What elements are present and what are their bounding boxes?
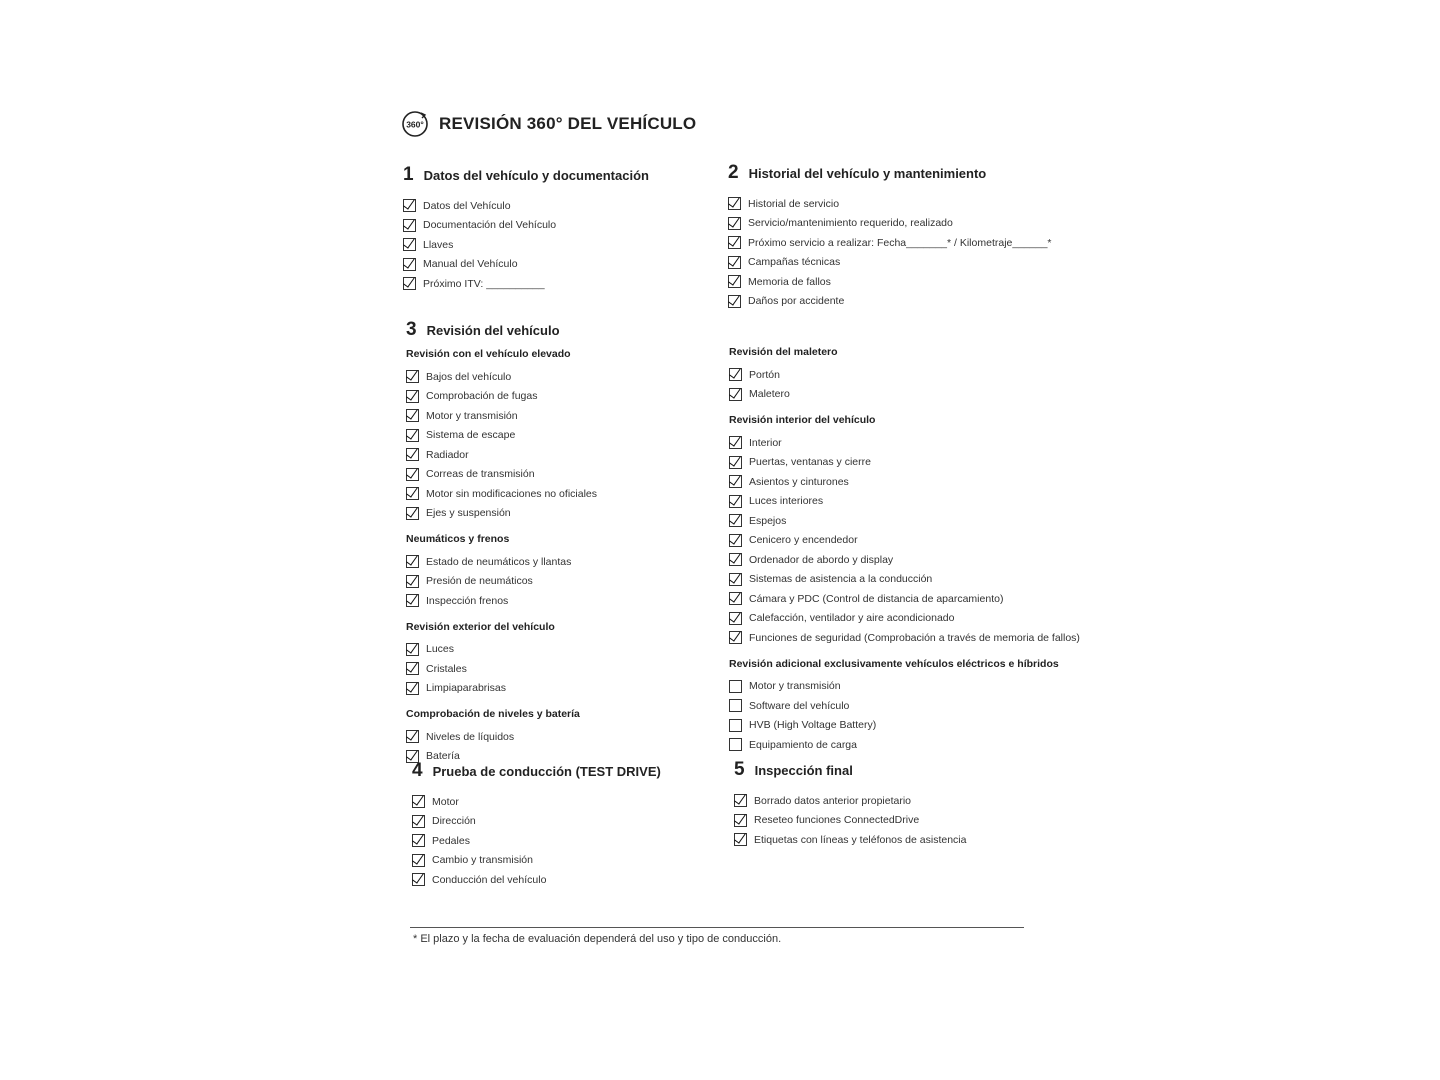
checklist-item[interactable]	[406, 552, 597, 572]
section-title: Datos del vehículo y documentación	[423, 168, 649, 183]
checklist-item-label: Ejes y suspensión	[426, 507, 511, 520]
checklist-item-label: Cenicero y encendedor	[749, 534, 858, 547]
checklist-item-label: Comprobación de fugas	[426, 390, 538, 403]
checklist-item[interactable]	[412, 851, 661, 871]
checklist-item[interactable]	[729, 716, 1080, 736]
checklist-item-label: Próximo servicio a realizar: Fecha_______* / Kilometraje______*	[748, 236, 1052, 249]
checklist-item[interactable]	[729, 628, 1080, 648]
section-test-drive	[412, 760, 661, 890]
checked-checkbox[interactable]	[406, 370, 419, 383]
checklist-item[interactable]	[729, 735, 1080, 755]
checklist-item-label: Borrado datos anterior propietario	[754, 794, 912, 807]
subsection-title: Revisión con el vehículo elevado	[406, 348, 571, 360]
checklist-item[interactable]	[406, 727, 597, 747]
checklist-item-label: Calefacción, ventilador y aire acondicionado	[749, 612, 955, 625]
checklist-item[interactable]	[728, 233, 1052, 253]
unchecked-checkbox[interactable]	[729, 738, 742, 751]
section-final-inspection	[734, 759, 966, 850]
checked-checkbox[interactable]	[406, 468, 419, 481]
checklist-item-label: Sistema de escape	[426, 429, 516, 442]
checked-checkbox[interactable]	[734, 794, 747, 807]
checklist-item-label: Interior	[749, 436, 782, 449]
checked-checkbox[interactable]	[728, 217, 741, 230]
checklist-item[interactable]	[412, 870, 661, 890]
checklist-item[interactable]	[406, 659, 597, 679]
checklist-item[interactable]	[729, 453, 1080, 473]
section-number: 1	[403, 164, 414, 185]
checklist-item[interactable]	[406, 484, 597, 504]
checked-checkbox[interactable]	[412, 795, 425, 808]
checklist-item[interactable]	[729, 677, 1080, 697]
checked-checkbox[interactable]	[728, 275, 741, 288]
checklist-item-label: Documentación del Vehículo	[423, 219, 557, 232]
checklist-item-label: Portón	[749, 368, 780, 381]
checked-checkbox[interactable]	[406, 643, 419, 656]
checklist-item[interactable]	[729, 696, 1080, 716]
section-number: 2	[728, 162, 739, 183]
checklist-item[interactable]	[729, 433, 1080, 453]
checklist-item-label: Equipamiento de carga	[749, 738, 857, 751]
checklist-item[interactable]	[406, 640, 597, 660]
checklist-item-label: Reseteo funciones ConnectedDrive	[754, 814, 920, 827]
checked-checkbox[interactable]	[728, 236, 741, 249]
checked-checkbox[interactable]	[406, 429, 419, 442]
subsection-title: Comprobación de niveles y batería	[406, 708, 580, 720]
checklist-item[interactable]	[729, 492, 1080, 512]
unchecked-checkbox[interactable]	[729, 719, 742, 732]
checklist-item[interactable]	[403, 235, 649, 255]
checklist-item-label: Motor y transmisión	[426, 409, 518, 422]
checked-checkbox[interactable]	[406, 487, 419, 500]
checked-checkbox[interactable]	[406, 662, 419, 675]
subsection-title: Revisión exterior del vehículo	[406, 620, 555, 633]
section-number: 5	[734, 759, 745, 780]
checklist-item[interactable]	[729, 589, 1080, 609]
checked-checkbox[interactable]	[734, 833, 747, 846]
section-number: 4	[412, 760, 423, 781]
checklist-item-label: Llaves	[423, 238, 454, 251]
checked-checkbox[interactable]	[729, 592, 742, 605]
section-vehicle-review-right	[729, 345, 1080, 755]
subsection-title: Neumáticos y frenos	[406, 533, 510, 545]
checked-checkbox[interactable]	[403, 199, 416, 212]
checklist-item[interactable]	[412, 792, 661, 812]
section-history-maintenance	[728, 162, 1052, 311]
checked-checkbox[interactable]	[728, 256, 741, 269]
checklist-item-label: Dirección	[432, 815, 476, 828]
checklist-item[interactable]	[406, 679, 597, 699]
document-header	[401, 110, 696, 138]
checklist-item-label: Espejos	[749, 514, 787, 527]
checklist-item-label: Conducción del vehículo	[432, 873, 547, 886]
checklist-item-label: Correas de transmisión	[426, 468, 535, 481]
checked-checkbox[interactable]	[729, 534, 742, 547]
checklist-item-label: Inspección frenos	[426, 594, 509, 607]
checked-checkbox[interactable]	[412, 834, 425, 847]
checklist-item[interactable]	[406, 426, 597, 446]
checklist-item[interactable]	[406, 591, 597, 611]
checklist-item[interactable]	[728, 214, 1052, 234]
section-vehicle-review	[406, 319, 597, 766]
checklist-item-label: Etiquetas con líneas y teléfonos de asistencia	[754, 833, 967, 846]
checklist-item-label: Presión de neumáticos	[426, 575, 533, 588]
checklist-item-label: Luces interiores	[749, 495, 824, 508]
checklist-item-label: Campañas técnicas	[748, 256, 841, 269]
checklist-item-label: Estado de neumáticos y llantas	[426, 555, 572, 568]
checked-checkbox[interactable]	[406, 730, 419, 743]
checked-checkbox[interactable]	[412, 854, 425, 867]
section-title: Prueba de conducción (TEST DRIVE)	[432, 764, 661, 779]
checklist-item[interactable]	[406, 445, 597, 465]
checklist-item[interactable]	[406, 406, 597, 426]
checked-checkbox[interactable]	[406, 409, 419, 422]
checklist-item-label: Memoria de fallos	[748, 275, 831, 288]
unchecked-checkbox[interactable]	[729, 680, 742, 693]
checklist-item-label: Motor y transmisión	[749, 680, 841, 693]
checked-checkbox[interactable]	[729, 612, 742, 625]
checklist-item-label: Servicio/mantenimiento requerido, realizado	[748, 217, 953, 230]
footnote-divider	[410, 927, 1024, 928]
subsection-title: Revisión del maletero	[729, 346, 838, 358]
checked-checkbox[interactable]	[403, 258, 416, 271]
checklist-item-label: Daños por accidente	[748, 295, 845, 308]
checklist-item-label: Limpiaparabrisas	[426, 682, 506, 695]
checklist-item[interactable]	[734, 830, 966, 850]
checklist-item[interactable]	[412, 831, 661, 851]
checklist-item-label: Funciones de seguridad (Comprobación a través de memoria de fallos)	[749, 631, 1080, 644]
checklist-item[interactable]	[403, 274, 649, 294]
checklist-item-label: Cambio y transmisión	[432, 854, 533, 867]
checked-checkbox[interactable]	[406, 555, 419, 568]
checked-checkbox[interactable]	[406, 682, 419, 695]
checked-checkbox[interactable]	[728, 295, 741, 308]
checklist-item[interactable]	[729, 365, 1080, 385]
checklist-item-label: Radiador	[426, 448, 469, 461]
checked-checkbox[interactable]	[729, 436, 742, 449]
checklist-item[interactable]	[403, 196, 649, 216]
checklist-item-label: Pedales	[432, 834, 470, 847]
checked-checkbox[interactable]	[729, 495, 742, 508]
subsection-title: Revisión interior del vehículo	[729, 414, 876, 426]
checked-checkbox[interactable]	[729, 553, 742, 566]
checklist-item[interactable]	[729, 570, 1080, 590]
checklist-item-label: Cristales	[426, 662, 467, 675]
checklist-item[interactable]	[403, 216, 649, 236]
unchecked-checkbox[interactable]	[729, 699, 742, 712]
checked-checkbox[interactable]	[729, 573, 742, 586]
checklist-item[interactable]	[729, 472, 1080, 492]
checked-checkbox[interactable]	[729, 631, 742, 644]
checklist-item-label: Luces	[426, 643, 455, 656]
checked-checkbox[interactable]	[729, 368, 742, 381]
checklist-item-label: Batería	[426, 750, 460, 763]
checklist-item[interactable]	[406, 367, 597, 387]
checklist-item[interactable]	[728, 194, 1052, 214]
checklist-item[interactable]	[729, 511, 1080, 531]
checked-checkbox[interactable]	[729, 514, 742, 527]
checked-checkbox[interactable]	[403, 219, 416, 232]
svg-text:360°: 360°	[406, 119, 424, 130]
checklist-item[interactable]	[728, 253, 1052, 273]
checklist-item-label: Próximo ITV: __________	[423, 277, 545, 290]
checklist-item-label: Motor sin modificaciones no oficiales	[426, 487, 597, 500]
checklist-item-label: Software del vehículo	[749, 699, 850, 712]
checklist-item-label: Bajos del vehículo	[426, 370, 512, 383]
checklist-item-label: Manual del Vehículo	[423, 258, 518, 271]
checklist-item-label: HVB (High Voltage Battery)	[749, 719, 877, 732]
checklist-item[interactable]	[728, 292, 1052, 312]
checked-checkbox[interactable]	[406, 575, 419, 588]
section-title: Historial del vehículo y mantenimiento	[748, 166, 987, 181]
section-number: 3	[406, 319, 417, 340]
checked-checkbox[interactable]	[412, 873, 425, 886]
checklist-item-label: Datos del Vehículo	[423, 199, 511, 212]
checklist-item-label: Puertas, ventanas y cierre	[749, 456, 871, 469]
checklist-item-label: Maletero	[749, 388, 790, 401]
checklist-item[interactable]	[406, 465, 597, 485]
checklist-item-label: Ordenador de abordo y display	[749, 553, 894, 566]
page-title: REVISIÓN 360° DEL VEHÍCULO	[439, 114, 697, 133]
checklist-item-label: Motor	[432, 795, 459, 808]
checked-checkbox[interactable]	[403, 277, 416, 290]
checklist-item[interactable]	[406, 504, 597, 524]
checklist-item-label: Cámara y PDC (Control de distancia de aparcamiento)	[749, 592, 1004, 605]
checklist-item[interactable]	[734, 811, 966, 831]
checked-checkbox[interactable]	[728, 197, 741, 210]
checked-checkbox[interactable]	[406, 507, 419, 520]
checklist-item[interactable]	[406, 387, 597, 407]
footnote: * El plazo y la fecha de evaluación dependerá del uso y tipo de conducción.	[413, 933, 782, 945]
checked-checkbox[interactable]	[412, 815, 425, 828]
checklist-item-label: Asientos y cinturones	[749, 475, 849, 488]
checklist-item[interactable]	[728, 272, 1052, 292]
checklist-item-label: Niveles de líquidos	[426, 730, 515, 743]
checklist-item-label: Historial de servicio	[748, 197, 840, 210]
subsection-title: Revisión adicional exclusivamente vehículos eléctricos e híbridos	[729, 657, 1059, 670]
checklist-item[interactable]	[412, 812, 661, 832]
checked-checkbox[interactable]	[729, 475, 742, 488]
checklist-item[interactable]	[406, 572, 597, 592]
checked-checkbox[interactable]	[406, 448, 419, 461]
checked-checkbox[interactable]	[406, 390, 419, 403]
checklist-item[interactable]	[734, 791, 966, 811]
360-rotation-icon	[401, 110, 429, 138]
checked-checkbox[interactable]	[729, 388, 742, 401]
section-title: Inspección final	[754, 763, 853, 778]
checked-checkbox[interactable]	[403, 238, 416, 251]
checklist-item[interactable]	[403, 255, 649, 275]
checklist-item[interactable]	[729, 550, 1080, 570]
section-title: Revisión del vehículo	[426, 323, 560, 338]
checked-checkbox[interactable]	[734, 814, 747, 827]
checklist-item[interactable]	[729, 385, 1080, 405]
checklist-item-label: Sistemas de asistencia a la conducción	[749, 573, 933, 586]
checked-checkbox[interactable]	[729, 456, 742, 469]
checked-checkbox[interactable]	[406, 594, 419, 607]
section-vehicle-data	[403, 164, 649, 294]
checklist-item[interactable]	[729, 531, 1080, 551]
checklist-item[interactable]	[729, 609, 1080, 629]
